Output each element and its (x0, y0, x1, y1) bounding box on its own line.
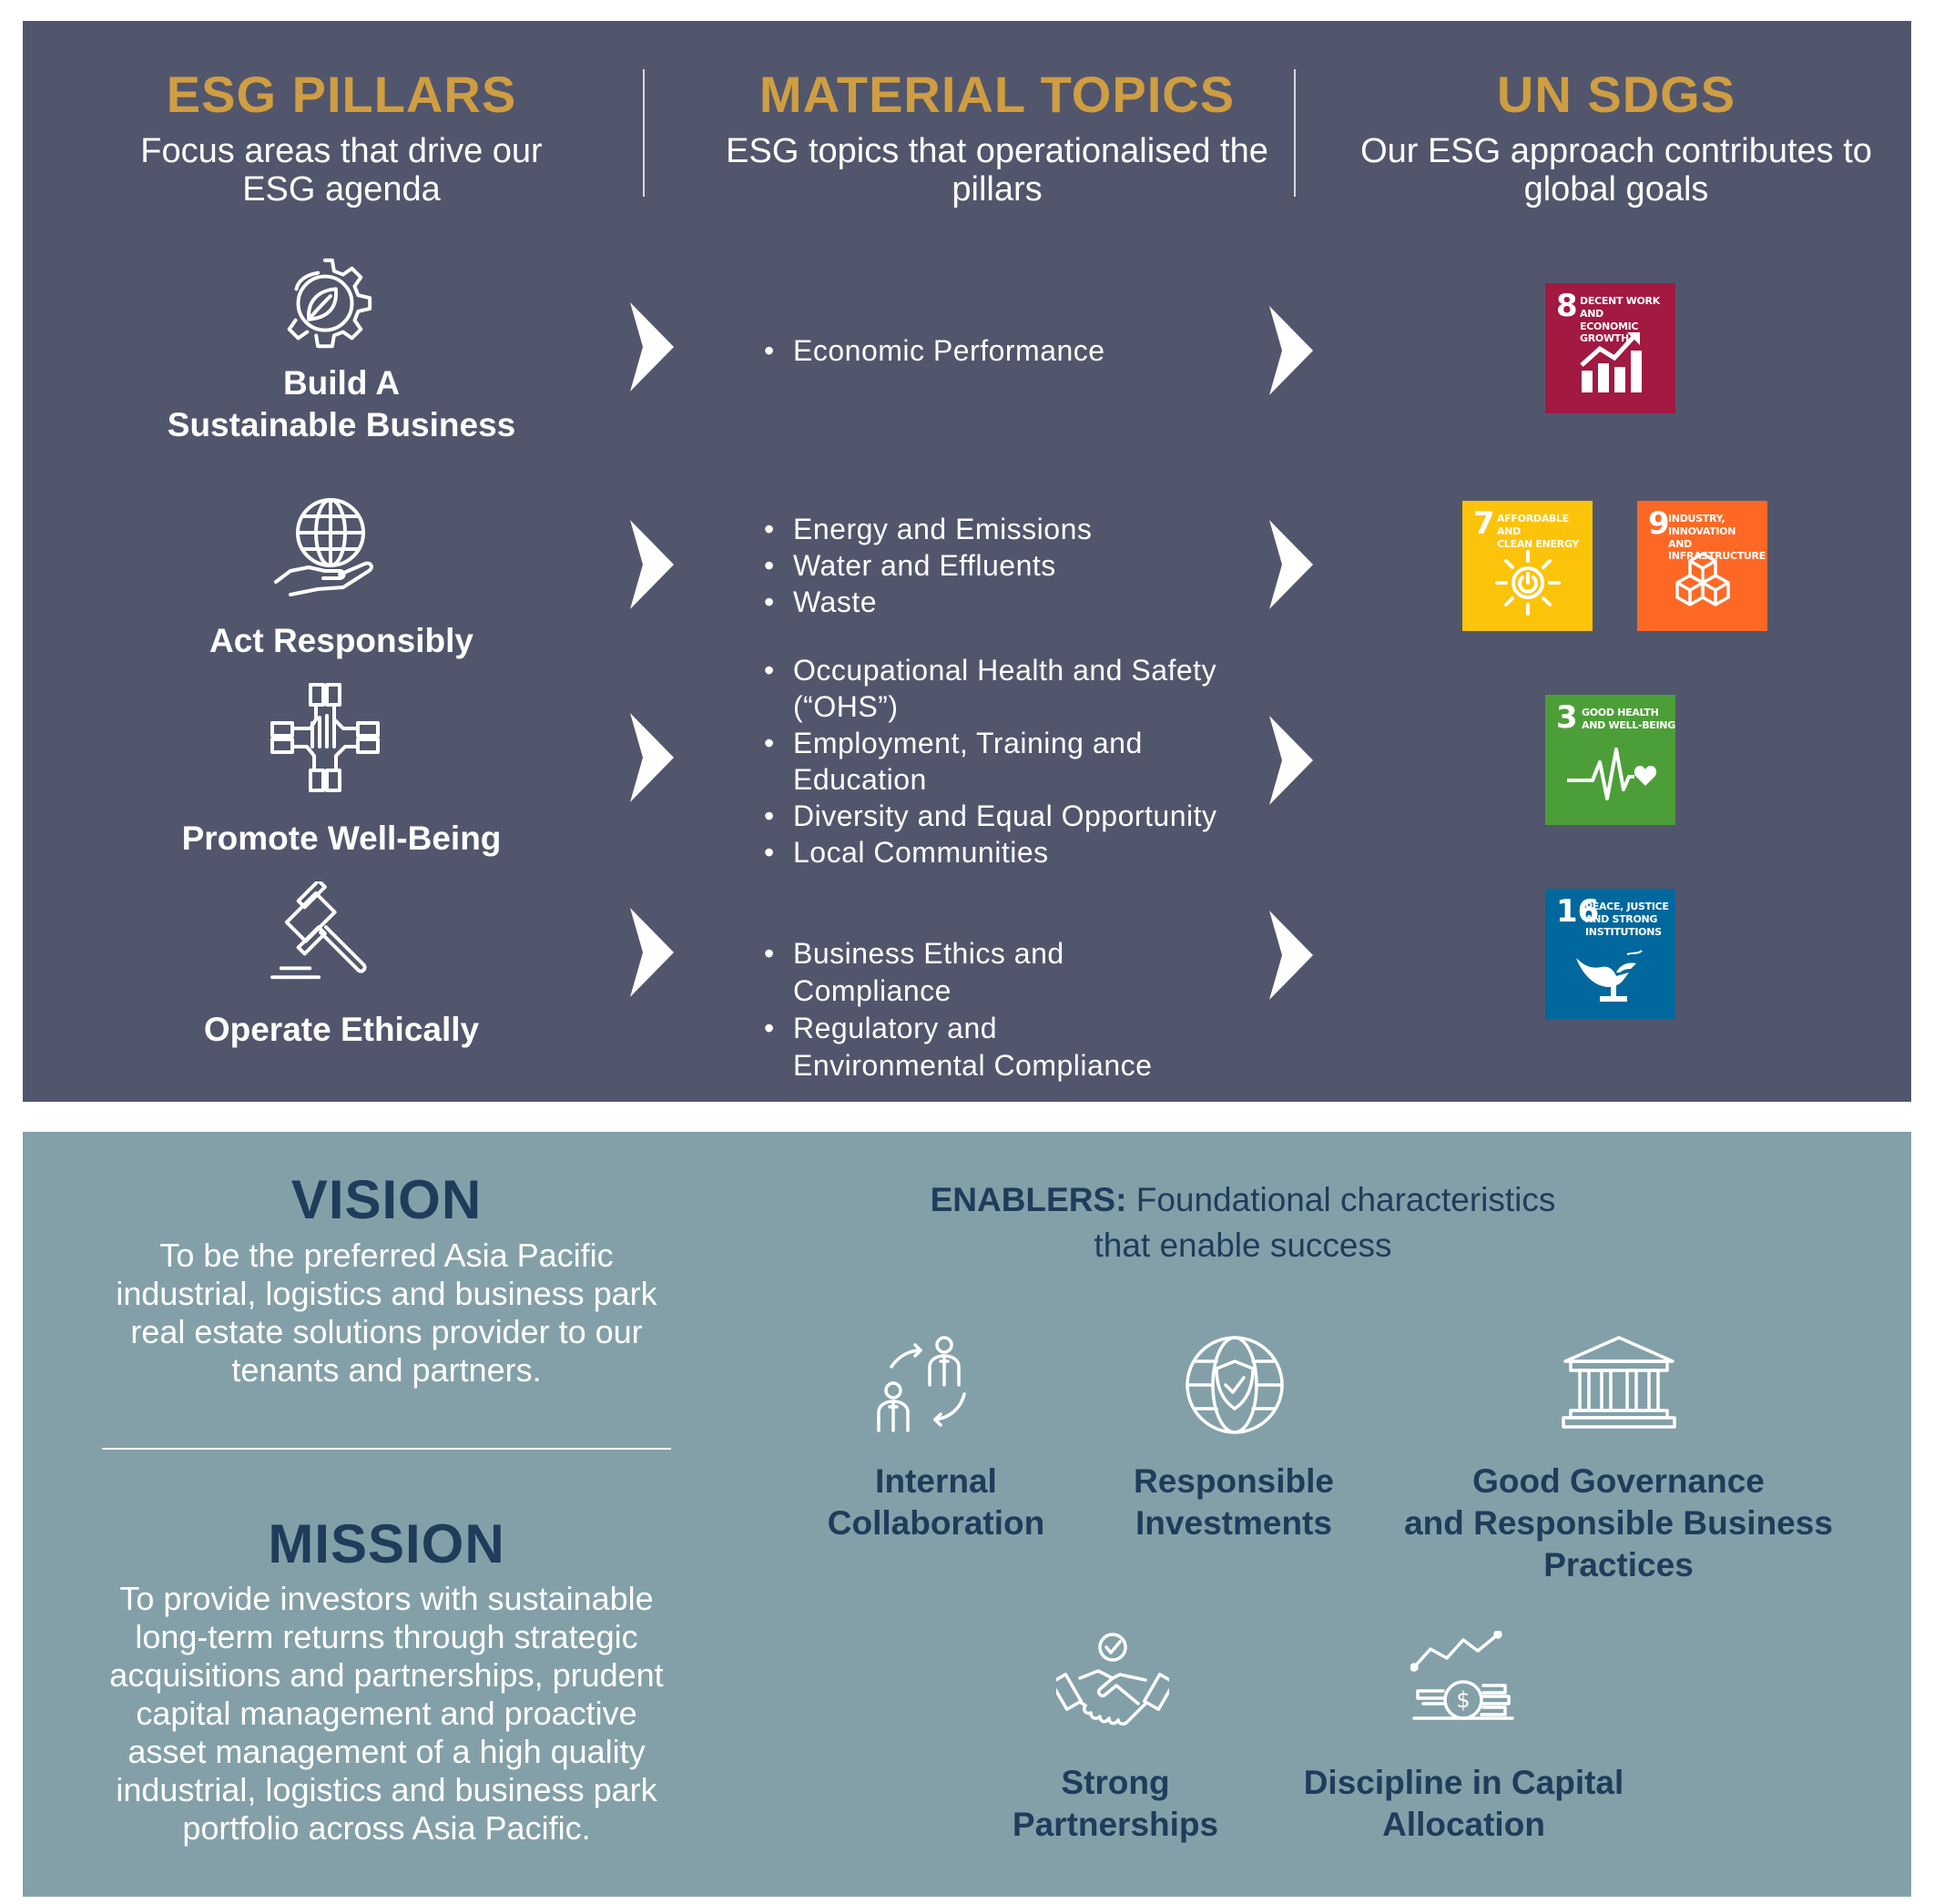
sdg-title-line: PEACE, JUSTICE (1585, 901, 1669, 912)
cubes-icon (1668, 550, 1737, 619)
pillar-act-responsibly (77, 620, 606, 662)
enablers-label: ENABLERS: (930, 1181, 1127, 1218)
enabler-label-line: Collaboration (827, 1504, 1045, 1542)
pillar-label-line: Promote Well-Being (181, 820, 502, 857)
mission-line: industrial, logistics and business park (116, 1771, 657, 1808)
esg-pillars-subtitle-line: ESG agenda (242, 170, 441, 209)
sdg-title-line: CLEAN ENERGY (1497, 537, 1580, 550)
collaboration-icon (870, 1334, 979, 1436)
enabler-strong-partnerships (988, 1762, 1243, 1846)
chevron-right-icon (630, 302, 674, 392)
topic-text: Business Ethics and (793, 937, 1064, 970)
sdg-8-tile (1545, 283, 1675, 413)
topic-list-governance (760, 935, 1152, 1084)
sdg-16-tile (1545, 889, 1675, 1019)
sdg-title-line: AFFORDABLE AND (1497, 513, 1569, 537)
un-sdgs-subtitle (1334, 132, 1898, 209)
enabler-discipline-capital-allocation (1298, 1762, 1630, 1846)
chevron-right-icon (630, 908, 674, 997)
topic-list-environment (760, 511, 1092, 620)
enabler-label-line: Partnerships (1012, 1806, 1219, 1843)
vision-line: real estate solutions provider to our (130, 1313, 643, 1350)
pillar-promote-well-being (77, 818, 606, 860)
sdg-title-line: AND INFRASTRUCTURE (1668, 537, 1766, 563)
globe-in-hand-icon (270, 494, 380, 599)
mission-line: acquisitions and partnerships, prudent (109, 1656, 664, 1694)
topic-item: • Economic Performance (760, 332, 1105, 369)
mission-line: long-term returns through strategic (135, 1618, 638, 1655)
vision-statement (102, 1237, 671, 1390)
topic-item (760, 935, 1152, 1010)
esg-pillars-title: ESG PILLARS (166, 66, 517, 123)
mission-line: asset management of a high quality (127, 1733, 646, 1770)
topic-text: Environmental Compliance (793, 1049, 1153, 1082)
mission-statement (102, 1580, 671, 1848)
chevron-right-icon (1269, 716, 1313, 805)
material-topics-title: MATERIAL TOPICS (758, 66, 1236, 123)
sdg-title (1582, 707, 1675, 732)
handshake-icon (1056, 1631, 1169, 1738)
sdg-number: 9 (1648, 505, 1670, 542)
un-sdgs-title: UN SDGS (1496, 66, 1736, 123)
enablers-intro-line: that enable success (1094, 1227, 1392, 1264)
enabler-internal-collaboration (790, 1461, 1082, 1544)
topic-text: Regulatory and (793, 1012, 998, 1044)
pillar-label-line: Act Responsibly (209, 622, 473, 659)
mission-title: MISSION (268, 1513, 505, 1574)
topic-list-social (760, 652, 1217, 871)
material-topics-subtitle (701, 132, 1293, 209)
un-sdgs-header (1334, 66, 1898, 209)
sdg-title (1497, 513, 1593, 550)
enabler-label-line: Responsible (1134, 1462, 1334, 1500)
un-sdgs-subtitle-line: Our ESG approach contributes to (1360, 131, 1872, 170)
topic-item (760, 725, 1217, 798)
vision-title: VISION (290, 1169, 483, 1230)
topic-item: • Energy and Emissions (760, 511, 1092, 547)
material-topics-header (701, 66, 1293, 209)
gavel-icon (270, 881, 378, 983)
pillar-label-line: Build A (282, 364, 401, 402)
vision-mission-enablers-panel (23, 1132, 1911, 1897)
material-topics-subtitle-line: ESG topics that operationalised the (726, 131, 1268, 170)
topic-text: (“OHS”) (793, 690, 899, 723)
pillar-label-line: Sustainable Business (167, 405, 516, 443)
chevron-right-icon (630, 520, 674, 609)
capital-coins-icon (1410, 1631, 1516, 1733)
sdg-number: 7 (1473, 505, 1495, 542)
topic-text: Compliance (793, 974, 952, 1007)
institution-building-icon (1562, 1334, 1676, 1431)
mission-line: capital management and proactive (136, 1695, 637, 1732)
pillar-operate-ethically (77, 1009, 606, 1051)
sdg-number: 8 (1556, 288, 1578, 324)
topic-text: Occupational Health and Safety (793, 654, 1217, 687)
svg-text:$: $ (1456, 1687, 1471, 1713)
gear-leaf-icon (271, 253, 379, 361)
topic-list-economic (760, 332, 1105, 369)
enabler-label-line: Good Governance (1472, 1462, 1765, 1500)
un-sdgs-subtitle-line: global goals (1523, 170, 1709, 209)
sun-power-icon (1495, 550, 1561, 616)
vision-line: industrial, logistics and business park (116, 1275, 657, 1312)
enabler-responsible-investments (1088, 1461, 1379, 1544)
stacked-hands-icon (270, 683, 380, 792)
sdg-title-line: DECENT WORK AND (1580, 295, 1660, 320)
sdg-title (1585, 901, 1669, 938)
topic-item (760, 652, 1217, 725)
enablers-intro-text: Foundational characteristics (1135, 1181, 1556, 1218)
topic-item: • Local Communities (760, 834, 1217, 871)
esg-pillars-subtitle (77, 132, 606, 209)
heartbeat-icon (1565, 744, 1660, 808)
esg-pillars-subtitle-line: Focus areas that drive our (140, 131, 543, 170)
enabler-label-line: and Responsible Business (1404, 1504, 1833, 1542)
sdg-title-line: GOOD HEALTH (1582, 707, 1659, 718)
enabler-label-line: Strong (1061, 1764, 1170, 1801)
enablers-intro-line (888, 1177, 1598, 1223)
growth-chart-icon (1580, 331, 1642, 392)
chevron-right-icon (1269, 520, 1313, 609)
chevron-right-icon (630, 713, 674, 802)
sdg-7-tile (1462, 501, 1593, 631)
sdg-number: 3 (1556, 699, 1578, 736)
enabler-label-line: Investments (1135, 1504, 1332, 1542)
column-divider (643, 69, 645, 197)
sdg-title-line: AND WELL-BEING (1582, 718, 1675, 731)
topic-item: • Waste (760, 584, 1092, 620)
pillar-label-line: Operate Ethically (203, 1011, 480, 1048)
sdg-title-line: INDUSTRY, INNOVATION (1668, 513, 1736, 537)
dove-gavel-icon (1573, 945, 1649, 1009)
enabler-label-line: Allocation (1382, 1806, 1545, 1843)
chevron-right-icon (1269, 306, 1313, 395)
topic-item (760, 1010, 1152, 1084)
topic-text: Employment, Training and (793, 727, 1143, 759)
enablers-intro (888, 1177, 1598, 1268)
sdg-3-tile (1545, 695, 1675, 825)
column-divider (1294, 69, 1296, 197)
topic-text: Education (793, 763, 927, 796)
mission-line: portfolio across Asia Pacific. (182, 1809, 591, 1847)
sdg-title-line: INSTITUTIONS (1585, 925, 1662, 938)
sdg-title-line: ECONOMIC GROWTH (1580, 320, 1639, 345)
enabler-label-line: Discipline in Capital (1303, 1764, 1624, 1801)
topic-item: • Diversity and Equal Opportunity (760, 798, 1217, 834)
material-topics-subtitle-line: pillars (952, 170, 1043, 209)
enabler-good-governance (1379, 1461, 1858, 1586)
chevron-right-icon (1269, 911, 1313, 1000)
divider (102, 1448, 671, 1450)
enabler-label-line: Internal (875, 1462, 997, 1500)
topic-item: • Water and Effluents (760, 547, 1092, 584)
vision-line: To be the preferred Asia Pacific (159, 1237, 614, 1274)
sdg-number: 16 (1556, 893, 1600, 930)
esg-framework-panel (23, 21, 1911, 1102)
pillar-build-sustainable-business (77, 362, 606, 446)
shield-globe-icon (1184, 1334, 1286, 1436)
esg-pillars-header (77, 66, 606, 209)
sdg-9-tile (1637, 501, 1767, 631)
sdg-title-line: AND STRONG (1585, 912, 1658, 925)
vision-line: tenants and partners. (231, 1351, 542, 1389)
mission-line: To provide investors with sustainable (119, 1580, 654, 1617)
enabler-label-line: Practices (1543, 1546, 1694, 1583)
